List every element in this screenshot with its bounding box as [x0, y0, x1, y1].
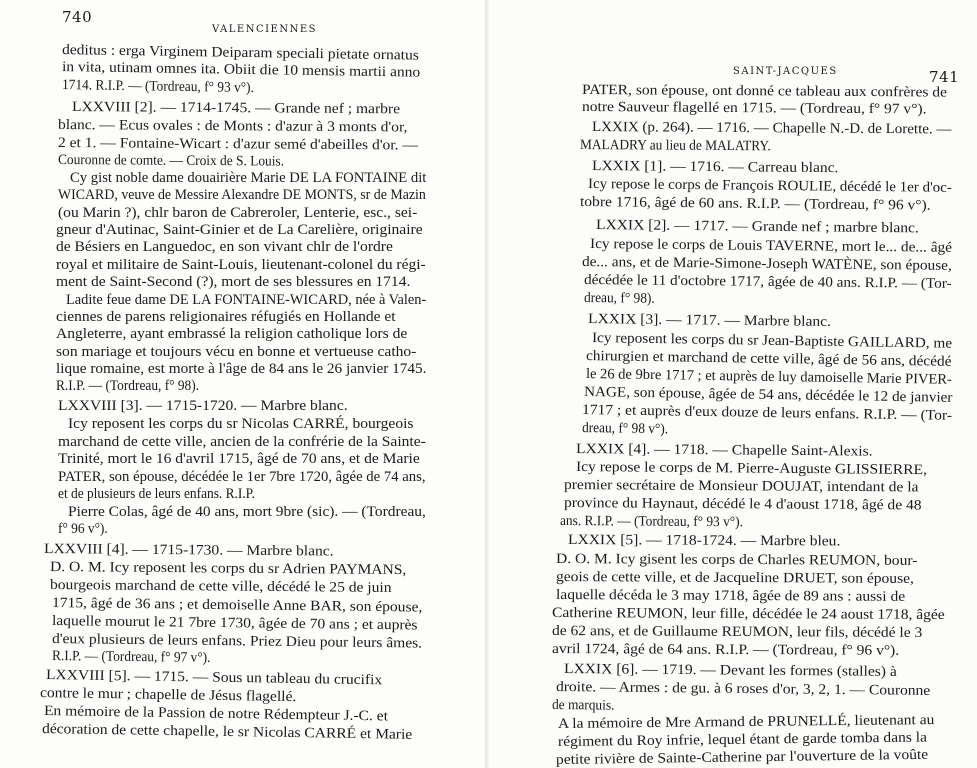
text-line: Angleterre, ayant embrassé la religion catholique lors de: [56, 326, 408, 342]
entry-heading: LXXIX [6]. — 1719. — Devant les formes (stalles) à: [563, 661, 897, 680]
text-line: (ou Marin ?), chlr baron de Cabreroler, Lenterie, esc., sei-: [58, 205, 418, 221]
text-line: décoration de cette chapelle, le sr Nicolas CARRÉ et Marie: [41, 721, 413, 743]
text-line: Cy gist noble dame douairière Marie DE LA FONTAINE dit: [70, 170, 427, 186]
text-line: NAGE, son épouse, âgée de 54 ans, décédée le 12 de janvier: [583, 384, 953, 406]
left-page: [0, 0, 485, 768]
right-page: [489, 0, 977, 768]
text-line: f° 96 v°).: [58, 521, 108, 537]
text-line: chirurgien et marchand de cette ville, âgé de 56 ans, décédé: [585, 348, 952, 370]
text-line: En mémoire de la Passion de notre Rédempteur J.-C. et: [43, 703, 389, 725]
text-line: 1715, âgé de 36 ans ; et demoiselle Anne BAR, son épouse,: [51, 595, 423, 616]
text-line: Icy repose le corps de Louis TAVERNE, mort le... de... âgé: [589, 236, 953, 256]
text-line: PATER, son épouse, ont donné ce tableau aux confrères de: [581, 82, 948, 101]
text-line: Couronne de comte. — Croix de S. Louis.: [57, 152, 285, 170]
running-head: VALENCIENNES: [212, 24, 318, 35]
text-line: et de plusieurs de leurs enfans. R.I.P.: [58, 486, 256, 502]
text-line: son mariage et toujours vécu en bonne et vertueuse catho-: [56, 344, 417, 360]
entry-heading: LXXIX [5]. — 1718-1724. — Marbre bleu.: [567, 532, 841, 550]
text-line: R.I.P. — (Tordreau, f° 98).: [56, 378, 200, 394]
entry-heading: LXXIX [2]. — 1717. — Grande nef ; marbre blanc.: [595, 217, 919, 237]
text-line: 1714. R.I.P. — (Tordreau, f° 93 v°).: [61, 77, 255, 97]
text-line: Catherine REUMON, leur fille, décédée le 24 aoust 1718, âgée: [551, 605, 945, 624]
text-line: geois de cette ville, et de Jacqueline DRUET, son épouse,: [555, 569, 914, 587]
running-head: SAINT-JACQUES: [733, 66, 838, 77]
text-line: ment de Saint-Second (?), mort de ses blessures en 1714.: [56, 274, 411, 290]
text-line: dreau, f° 98 v°).: [581, 420, 669, 438]
page-number: 741: [929, 68, 960, 86]
text-line: 2 et 1. — Fontaine-Wicart : d'azur semé d'abeilles d'or. —: [57, 135, 419, 154]
text-line: PATER, son épouse, décédée le 1er 7bre 1720, âgée de 74 ans,: [58, 469, 426, 485]
text-line: droite. — Armes : de gu. à 6 roses d'or, 3, 2, 1. — Couronne: [555, 679, 931, 699]
text-line: premier secrétaire de Monsieur DOUJAT, intendant de la: [563, 477, 919, 496]
entry-heading: LXXIX [4]. — 1718. — Chapelle Saint-Alexis.: [575, 441, 873, 460]
text-line: avril 1724, âgé de 64 ans. R.I.P. — (Tordreau, f° 96 v°).: [551, 641, 900, 659]
entry-heading: LXXVIII [3]. — 1715-1720. — Marbre blanc.: [58, 398, 348, 414]
text-line: D. O. M. Icy reposent les corps du sr Adrien PAYMANS,: [49, 559, 407, 579]
text-line: Pierre Colas, âgé de 40 ans, mort 9bre (sic). — (Tordreau,: [68, 504, 426, 520]
text-line: d'eux plusieurs de leurs enfans. Priez Dieu pour leurs âmes.: [51, 631, 423, 652]
text-line: Icy reposent les corps du sr Nicolas CARRÉ, bourgeois: [68, 416, 414, 432]
page-number: 740: [62, 8, 93, 26]
text-line: de... ans, et de Marie-Simone-Joseph WATÈNE, son épouse,: [581, 254, 952, 274]
text-line: dreau, f° 98).: [583, 290, 655, 307]
text-line: in vita, utinam omnes ita. Obiit die 10 mensis martii anno: [61, 59, 421, 81]
text-line: A la mémoire de Mre Armand de PRUNELLÉ, lieutenant au: [557, 712, 935, 732]
text-line: Icy repose le corps de François ROULIE, décédé le 1er d'oc-: [587, 176, 952, 196]
text-line: province du Haynaut, décédé le 4 d'aoust 1718, âgé de 48: [563, 495, 922, 514]
text-line: le 26 de 9bre 1717 ; et auprès de luy damoiselle Marie PIVER-: [585, 366, 952, 388]
text-line: ciennes de parens religionaires réfugiés en Hollande et: [56, 309, 396, 325]
text-line: notre Sauveur flagellé en 1715. — (Tordreau, f° 97 v°).: [581, 99, 927, 118]
entry-heading: LXXIX (p. 264). — 1716. — Chapelle N.-D. de Lorette. —: [591, 119, 952, 138]
text-line: 1717 ; et auprès d'eux douze de leurs enfans. R.I.P. — (Tor-: [581, 402, 953, 424]
text-line: ans. R.I.P. — (Tordreau, f° 93 v°).: [559, 513, 744, 531]
text-line: décédée le 11 d'octobre 1717, âgée de 40 ans. R.I.P. — (Tor-: [583, 272, 952, 292]
entry-heading: LXXVIII [4]. — 1715-1730. — Marbre blanc.: [43, 541, 334, 560]
text-line: WICARD, veuve de Messire Alexandre DE MONTS, sr de Mazin: [58, 187, 426, 203]
text-line: royal et militaire de Saint-Louis, lieutenant-colonel du régi-: [56, 257, 426, 273]
text-line: de 62 ans, et de Guillaume REUMON, leur fils, décédé le 3: [551, 623, 923, 641]
text-line: contre le mur ; chapelle de Jésus flagellé.: [39, 685, 297, 706]
text-line: laquelle mourut le 21 7bre 1730, âgée de 70 ans ; et auprès: [51, 613, 418, 634]
text-line: Icy reposent les corps du sr Jean-Baptiste GAILLARD, me: [591, 330, 953, 352]
entry-heading: LXXVIII [5]. — 1715. — Sous un tableau du crucifix: [45, 667, 383, 689]
text-line: bourgeois marchand de cette ville, décédé le 25 de juin: [49, 577, 392, 596]
text-line: deditus : erga Virginem Deiparam speciali pietate ornatus: [61, 42, 419, 64]
text-line: de Bésiers en Languedoc, en son vivant chlr de l'ordre: [56, 239, 393, 255]
text-line: Icy repose le corps de M. Pierre-Auguste GLISSIERRE,: [575, 459, 927, 479]
entry-heading: LXXVIII [2]. — 1714-1745. — Grande nef ; marbre: [71, 99, 401, 118]
text-line: tobre 1716, âgé de 60 ans. R.I.P. — (Tordreau, f° 96 v°).: [579, 194, 931, 214]
entry-heading: LXXIX [3]. — 1717. — Marbre blanc.: [587, 311, 832, 330]
text-line: de marquis.: [551, 697, 615, 714]
text-line: lique romaine, est morte à l'âge de 84 ans le 26 janvier 1745.: [56, 361, 427, 377]
text-line: régiment du Roy infrie, lequel étant de garde tomba dans la: [557, 729, 928, 750]
text-line: gneur d'Autinac, Saint-Ginier et de La Carelière, originaire: [56, 222, 423, 238]
text-line: blanc. — Ecus ovales : de Monts : d'azur à 3 monts d'or,: [57, 117, 408, 136]
text-line: laquelle décéda le 3 may 1718, âgée de 89 ans : aussi de: [555, 587, 906, 605]
text-line: marchand de cette ville, ancien de la confrérie de la Sainte-: [58, 434, 426, 450]
entry-heading: LXXIX [1]. — 1716. — Carreau blanc.: [591, 158, 839, 177]
text-line: R.I.P. — (Tordreau, f° 97 v°).: [51, 648, 211, 666]
text-line: D. O. M. Icy gisent les corps de Charles REUMON, bour-: [555, 551, 918, 569]
text-line: Ladite feue dame DE LA FONTAINE-WICARD, née à Valen-: [66, 292, 427, 308]
text-line: Trinité, mort le 16 d'avril 1715, âgé de 70 ans, et de Marie: [58, 451, 420, 467]
text-line: MALADRY au lieu de MALATRY.: [579, 137, 771, 155]
text-line: petite rivière de Sainte-Catherine par l'ouverture de la voûte: [555, 746, 929, 768]
